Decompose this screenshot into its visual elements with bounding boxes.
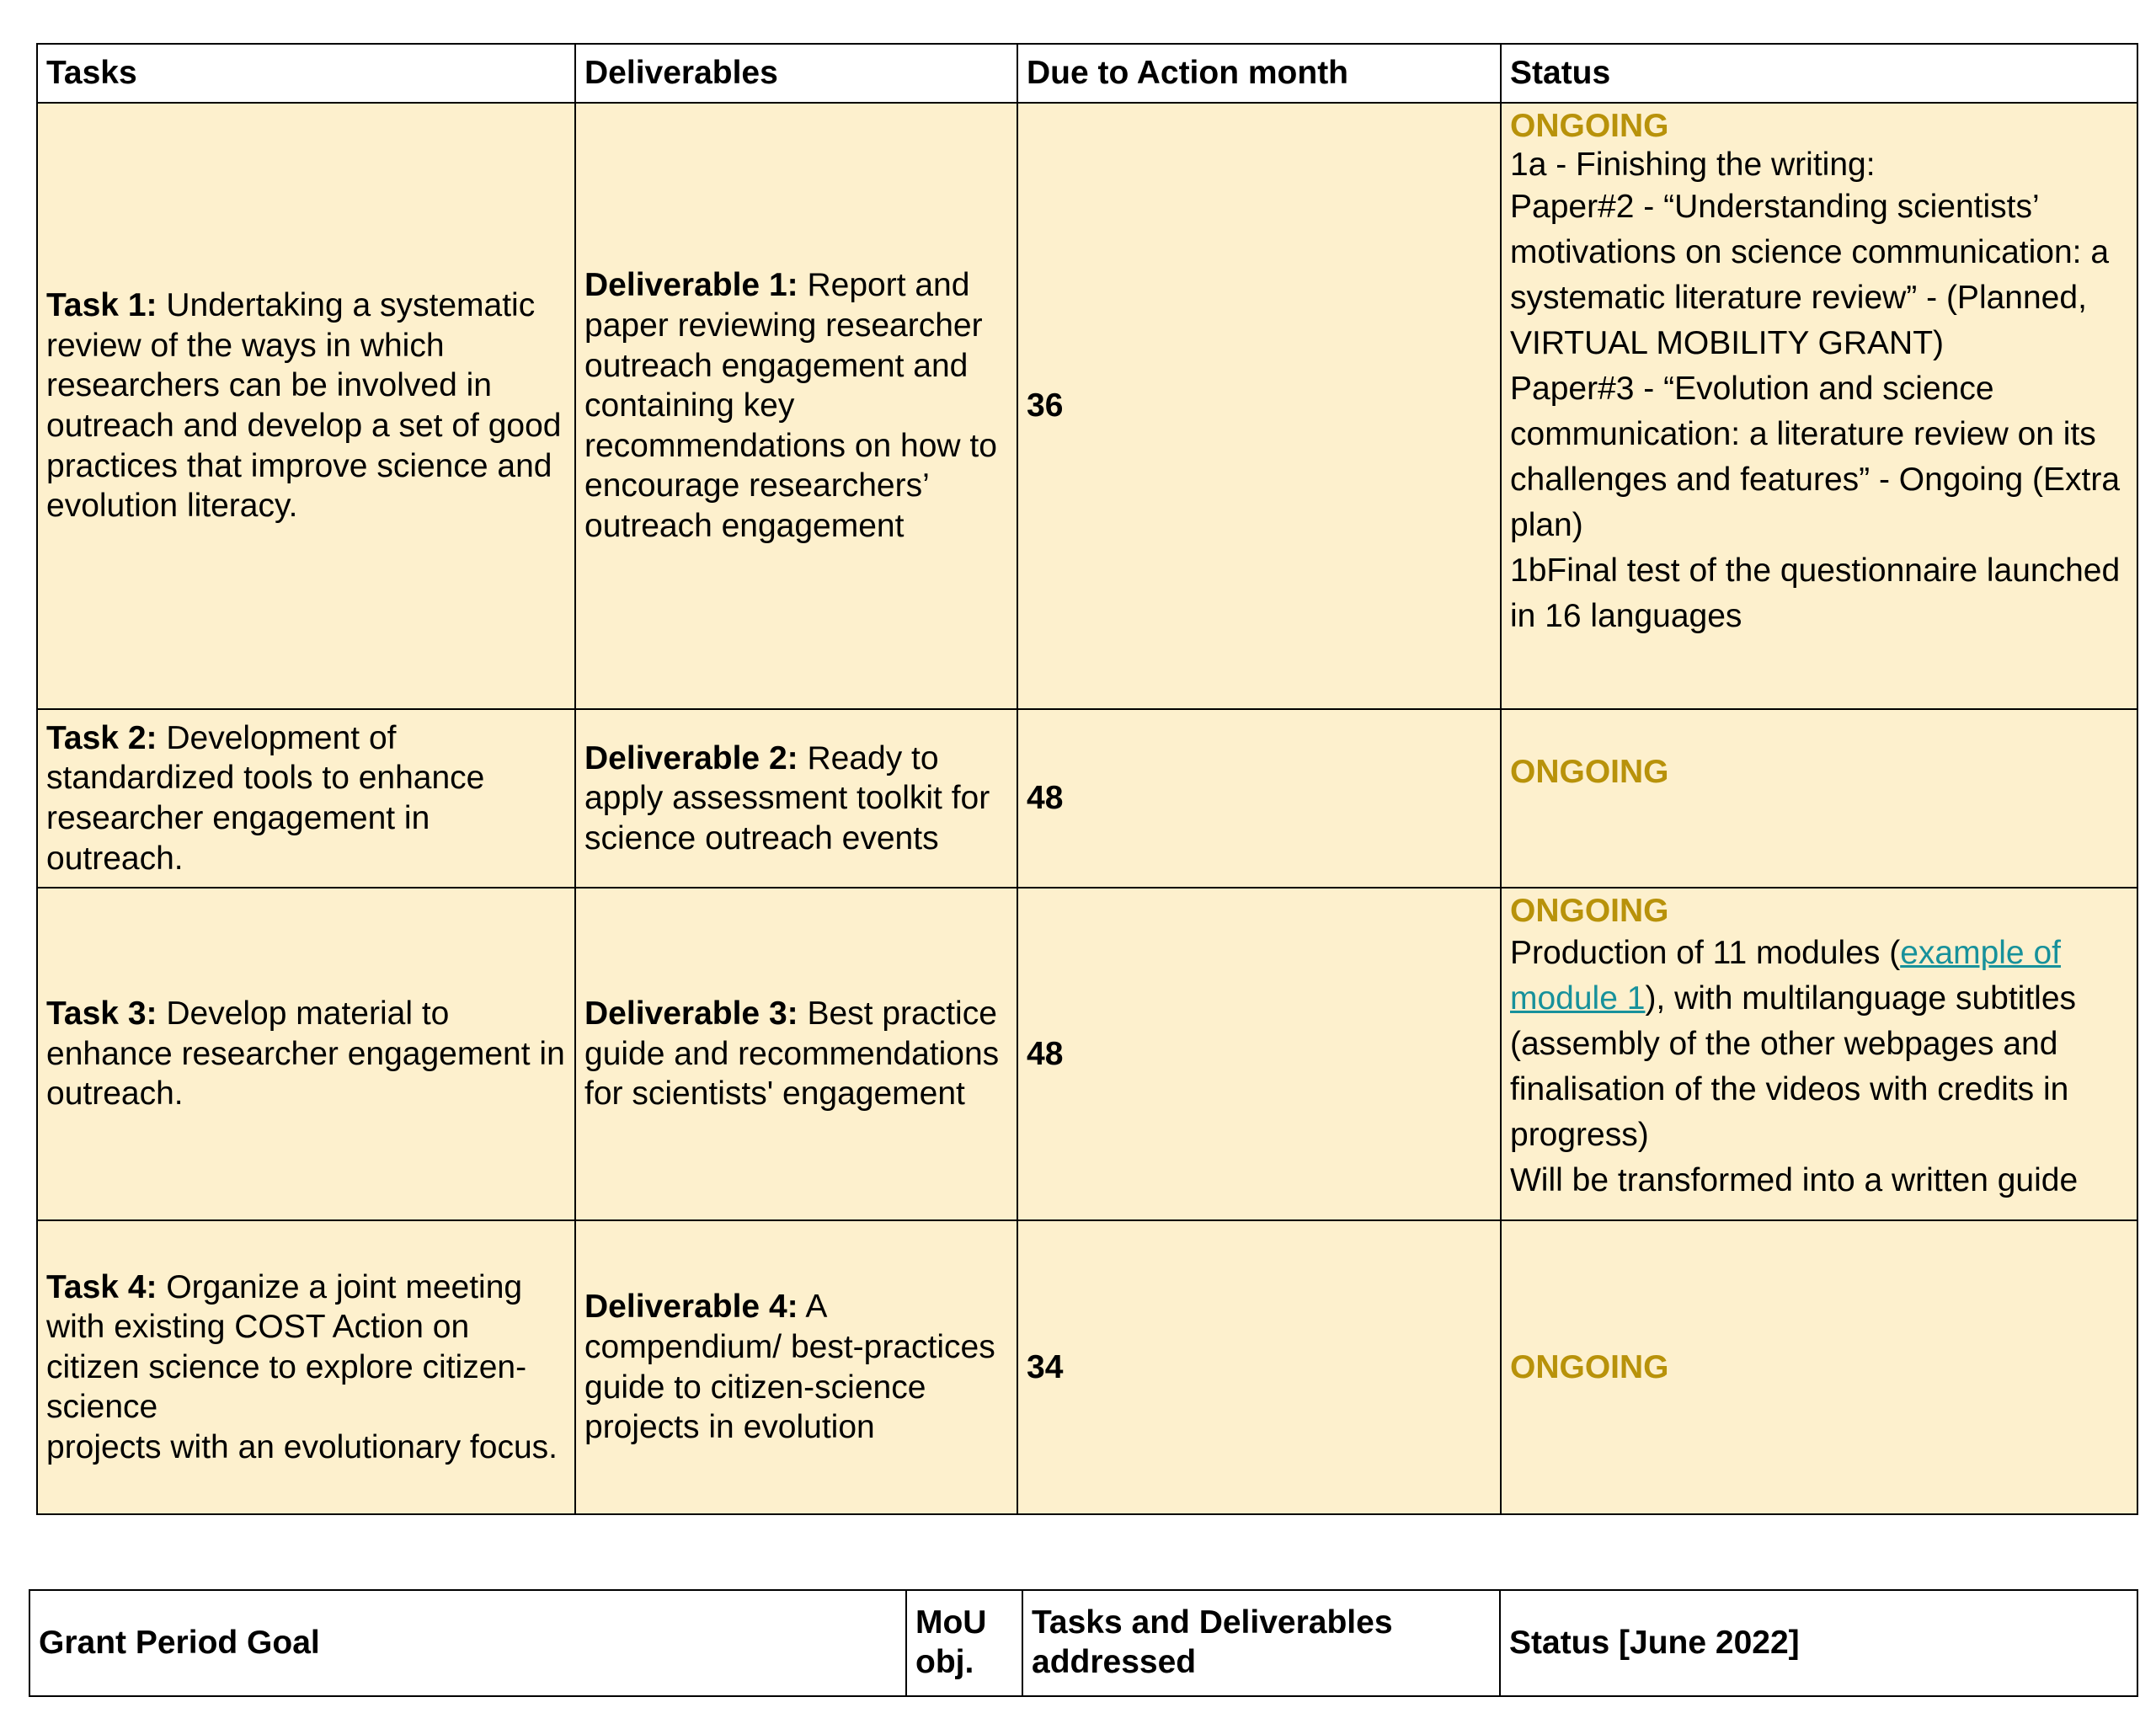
- header-tasks: Tasks: [37, 44, 575, 103]
- status-text-post: ), with multilanguage subtitles (assembly of the other webpages and finalisation of the videos with credits in progress): [1510, 980, 2077, 1153]
- status-line: Paper#3 - “Evolution and science communication: a literature review on its challenges and features” - Ongoing (Extra plan): [1510, 371, 2121, 543]
- task-label: Task 2:: [46, 719, 157, 756]
- deliverable-cell: [575, 709, 1017, 888]
- status-cell: [1501, 1220, 2137, 1514]
- header-mou-obj: MoU obj.: [906, 1590, 1022, 1696]
- status-badge: ONGOING: [1510, 108, 1669, 144]
- deliverable-text: Ready to apply assessment toolkit for science outreach events: [584, 739, 990, 856]
- deliverable-text: Best practice guide and recommendations for scientists' engagement: [584, 995, 1000, 1113]
- due-month-cell: 48: [1017, 888, 1501, 1220]
- deliverable-text: A compendium/ best-practices guide to citizen-science projects in evolution: [584, 1289, 995, 1446]
- task-cell: [37, 709, 575, 888]
- header-grant-period-goal: Grant Period Goal: [29, 1590, 906, 1696]
- tasks-table: [36, 43, 2138, 1515]
- status-text-pre: Production of 11 modules (: [1510, 935, 1901, 971]
- grant-period-table: [29, 1589, 2138, 1697]
- status-cell: [1501, 888, 2137, 1220]
- deliverable-text: Report and paper reviewing researcher outreach engagement and containing key recommendations on how to encourage researchers’ outreach engagement: [584, 267, 997, 544]
- deliverable-label: Deliverable 3:: [584, 995, 798, 1033]
- header-status-june: Status [June 2022]: [1500, 1590, 2137, 1696]
- deliverable-cell: [575, 103, 1017, 709]
- task-text-continued: projects with an evolutionary focus.: [46, 1428, 558, 1465]
- header-status: Status: [1501, 44, 2137, 103]
- due-month-cell: 34: [1017, 1220, 1501, 1514]
- deliverable-cell: [575, 1220, 1017, 1514]
- task-label: Task 3:: [46, 995, 157, 1033]
- task-cell: [37, 103, 575, 709]
- status-badge: ONGOING: [1510, 754, 1669, 790]
- header-due-month: Due to Action month: [1017, 44, 1501, 103]
- task-label: Task 1:: [46, 287, 157, 324]
- tasks-table-header-row: [37, 44, 2137, 103]
- deliverable-cell: [575, 888, 1017, 1220]
- task-cell: [37, 888, 575, 1220]
- status-cell: [1501, 103, 2137, 709]
- due-month-cell: 48: [1017, 709, 1501, 888]
- status-line: 1a - Finishing the writing:: [1510, 147, 1876, 183]
- status-line: 1bFinal test of the questionnaire launched in 16 languages: [1510, 552, 2121, 634]
- table-row: [37, 888, 2137, 1220]
- module-example-link[interactable]: example of module 1: [1510, 935, 2061, 1017]
- task-label: Task 4:: [46, 1268, 157, 1305]
- table-row: [37, 1220, 2137, 1514]
- task-cell: [37, 1220, 575, 1514]
- table-row: [37, 103, 2137, 709]
- status-text: [1510, 931, 2128, 1158]
- header-tasks-deliverables: Tasks and Deliverables addressed: [1022, 1590, 1500, 1696]
- header-deliverables: Deliverables: [575, 44, 1017, 103]
- task-text: Undertaking a systematic review of the ways in which researchers can be involved in outreach and develop a set of good practices that improve science and evolution literacy.: [46, 287, 562, 525]
- deliverable-label: Deliverable 1:: [584, 267, 798, 304]
- task-text: Organize a joint meeting with existing COST Action on citizen science to explore citizen-science: [46, 1268, 527, 1426]
- status-badge: ONGOING: [1510, 893, 1669, 929]
- status-cell: [1501, 709, 2137, 888]
- due-month-cell: 36: [1017, 103, 1501, 709]
- deliverable-label: Deliverable 4:: [584, 1289, 798, 1326]
- task-text: Development of standardized tools to enhance researcher engagement in outreach.: [46, 719, 485, 877]
- table-row: [37, 709, 2137, 888]
- task-text: Develop material to enhance researcher engagement in outreach.: [46, 995, 565, 1113]
- status-line: Will be transformed into a written guide: [1510, 1162, 2079, 1198]
- grant-table-header-row: [29, 1590, 2137, 1696]
- deliverable-label: Deliverable 2:: [584, 739, 798, 776]
- status-badge: ONGOING: [1510, 1348, 1669, 1385]
- status-line: Paper#2 - “Understanding scientists’ motivations on science communication: a systematic literature review” - (Planned, VIRTUAL MOBILITY GRANT): [1510, 189, 2110, 361]
